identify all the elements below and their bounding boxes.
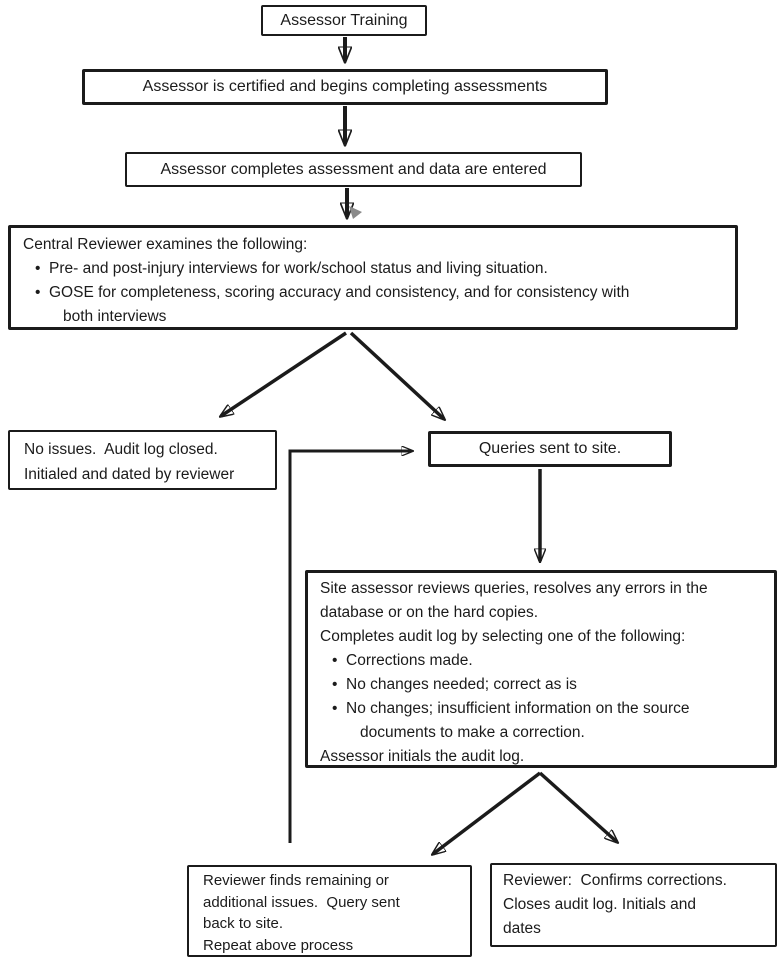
bullet-marker: • [332, 676, 338, 693]
bullet-text: Pre- and post-injury interviews for work/school status and living situation. [49, 260, 548, 277]
bullet-marker: • [332, 700, 338, 717]
bullet-item [320, 673, 766, 697]
node-label: Assessor completes assessment and data are entered [160, 160, 547, 178]
bullet-text-continued: documents to make a correction. [360, 724, 585, 741]
bullet-text: No changes; insufficient information on the source [346, 700, 690, 717]
node-label: Queries sent to site. [478, 440, 622, 457]
node-text-line: Initialed and dated by reviewer [24, 466, 235, 483]
bullet-text: Corrections made. [346, 652, 473, 669]
node-text-line: Closes audit log. Initials and [503, 896, 697, 913]
node-assessor-completes [125, 152, 582, 187]
bullet-item [320, 697, 766, 721]
node-assessor-certified [82, 69, 608, 105]
bullet-marker: • [35, 260, 41, 277]
node-text-line: dates [503, 920, 541, 937]
scan-artifact-arrowhead [349, 206, 362, 219]
node-label: Assessor is certified and begins completing assessments [142, 78, 548, 95]
bullet-item [23, 257, 725, 281]
node-text-line: database or on the hard copies. [320, 604, 539, 621]
node-no-issues [8, 430, 277, 490]
node-text-line: Site assessor reviews queries, resolves any errors in the [320, 580, 708, 597]
arrow-site-to-reviewerconfirms [540, 773, 617, 842]
node-text-line: No issues. Audit log closed. [24, 441, 218, 458]
arrow-central-to-noissues [221, 333, 346, 416]
node-text-line: Reviewer: Confirms corrections. [503, 872, 727, 889]
node-reviewer-finds-issues [187, 865, 472, 957]
node-text-line: Assessor initials the audit log. [320, 748, 525, 765]
bullet-item [23, 281, 725, 305]
node-label: Assessor Training [280, 11, 408, 29]
bullet-item [320, 649, 766, 673]
node-assessor-training [261, 5, 427, 36]
node-site-assessor [305, 570, 777, 768]
bullet-marker: • [332, 652, 338, 669]
node-heading: Central Reviewer examines the following: [23, 236, 308, 253]
bullet-text: No changes needed; correct as is [346, 676, 577, 693]
arrow-site-to-reviewerfinds [433, 773, 540, 854]
node-text-line: Reviewer finds remaining or [203, 872, 389, 889]
node-text-line: additional issues. Query sent [203, 893, 400, 911]
bullet-text-continued: both interviews [63, 308, 167, 325]
node-reviewer-confirms [490, 863, 777, 947]
arrow-central-to-queries [351, 333, 444, 419]
bullet-text: GOSE for completeness, scoring accuracy and consistency, and for consistency with [49, 284, 630, 301]
bullet-marker: • [35, 284, 41, 301]
node-central-reviewer [8, 225, 738, 330]
node-text-line: Repeat above process [203, 936, 354, 954]
node-queries-sent [428, 431, 672, 467]
node-text-line: Completes audit log by selecting one of the following: [320, 628, 686, 645]
node-text-line: back to site. [203, 915, 284, 932]
